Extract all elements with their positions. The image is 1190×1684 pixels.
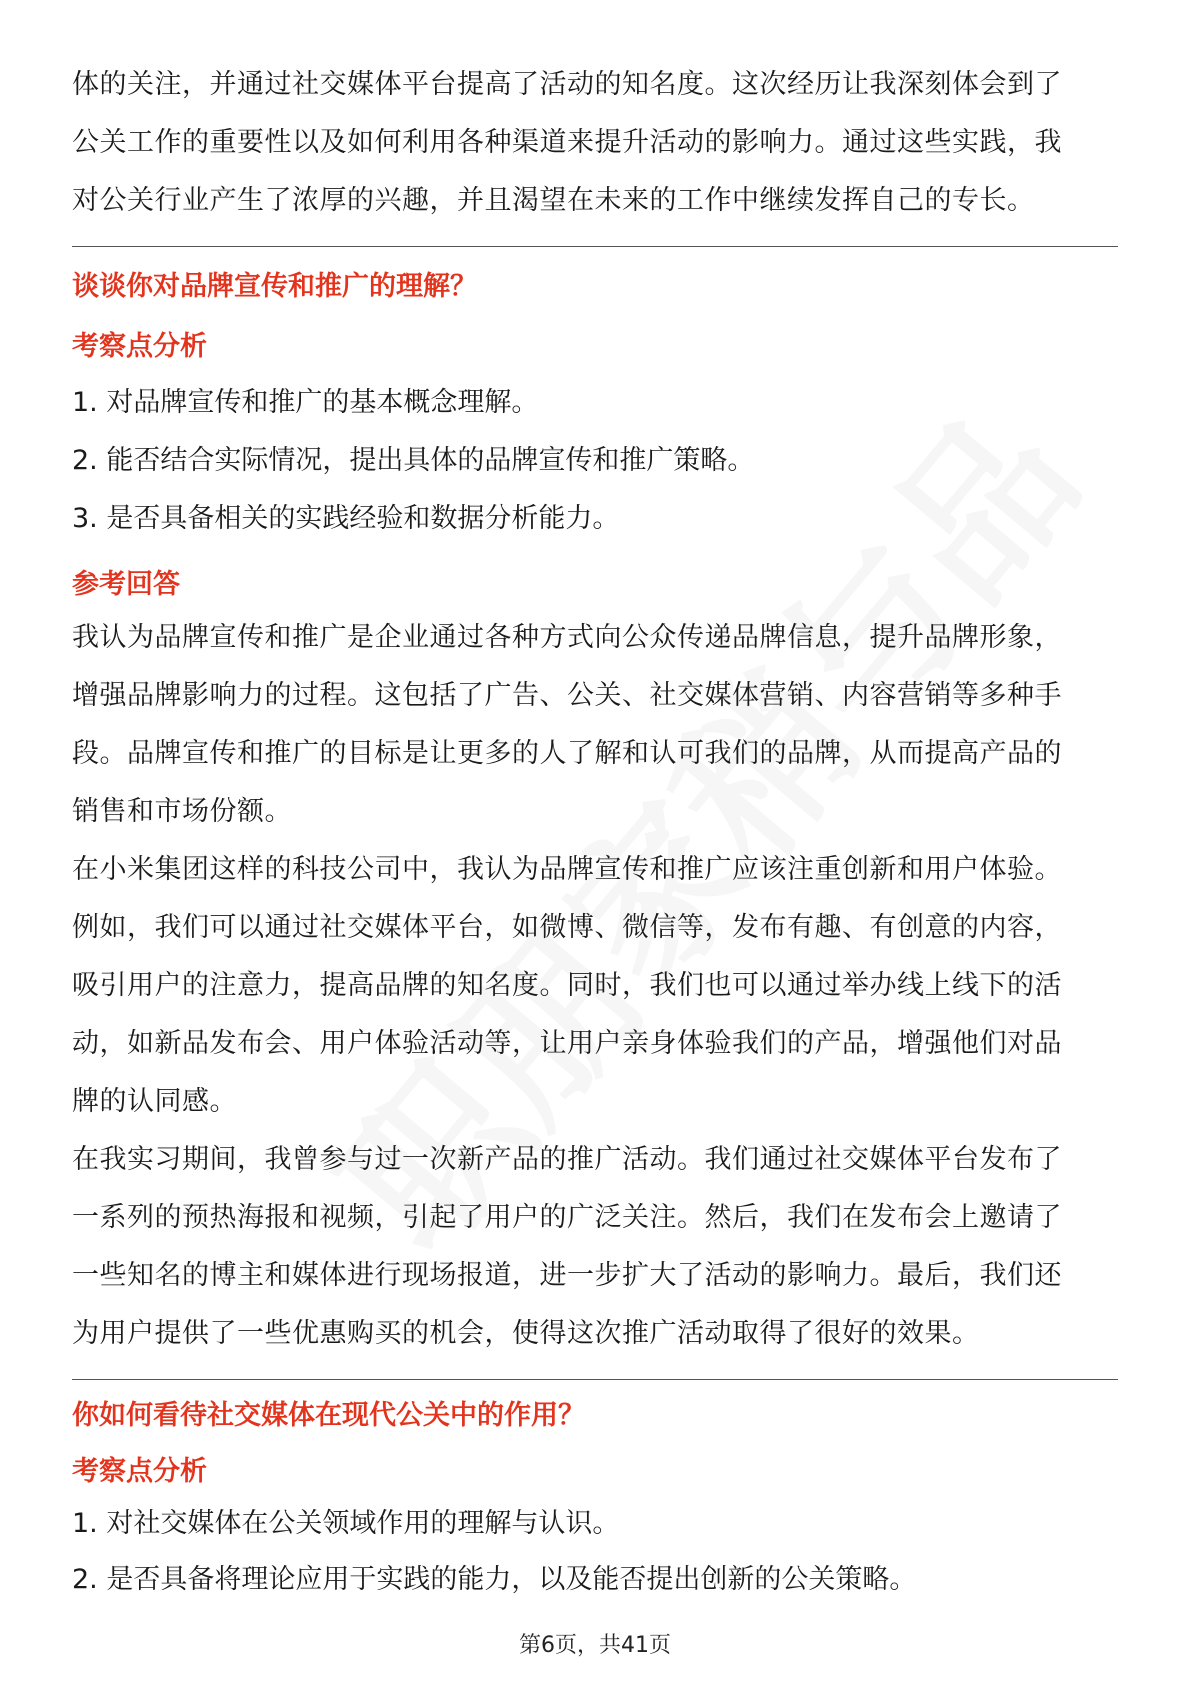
- analysis-point: 3. 是否具备相关的实践经验和数据分析能力。: [72, 503, 620, 534]
- intro-line: 对公关行业产生了浓厚的兴趣，并且渴望在未来的工作中继续发挥自己的专长。: [72, 185, 1035, 216]
- question-heading: 你如何看待社交媒体在现代公关中的作用？: [72, 1400, 585, 1431]
- answer-line: 在我实习期间，我曾参与过一次新产品的推广活动。我们通过社交媒体平台发布了: [72, 1144, 1062, 1175]
- document-page: [72, 56, 1118, 1600]
- intro-paragraph: [72, 56, 1118, 230]
- answer-line: 一系列的预热海报和视频，引起了用户的广泛关注。然后，我们在发布会上邀请了: [72, 1202, 1062, 1233]
- answer-line: 牌的认同感。: [72, 1086, 237, 1117]
- answer-paragraph: [72, 841, 1118, 1131]
- section-divider: [72, 246, 1118, 247]
- answer-line: 段。品牌宣传和推广的目标是让更多的人了解和认可我们的品牌，从而提高产品的: [72, 738, 1062, 769]
- answer-line: 动，如新品发布会、用户体验活动等，让用户亲身体验我们的产品，增强他们对品: [72, 1028, 1062, 1059]
- answer-line: 一些知名的博主和媒体进行现场报道，进一步扩大了活动的影响力。最后，我们还: [72, 1260, 1062, 1291]
- analysis-point: 2. 能否结合实际情况，提出具体的品牌宣传和推广策略。: [72, 445, 755, 476]
- section-brand-promotion: [72, 267, 1118, 1363]
- answer-heading: 参考回答: [72, 569, 180, 600]
- answer-line: 吸引用户的注意力，提高品牌的知名度。同时，我们也可以通过举办线上线下的活: [72, 970, 1062, 1001]
- question-heading: 谈谈你对品牌宣传和推广的理解？: [72, 271, 477, 302]
- intro-line: 公关工作的重要性以及如何利用各种渠道来提升活动的影响力。通过这些实践，我: [72, 127, 1062, 158]
- analysis-heading: 考察点分析: [72, 1456, 207, 1487]
- analysis-point: 2. 是否具备将理论应用于实践的能力，以及能否提出创新的公关策略。: [72, 1564, 917, 1595]
- answer-line: 销售和市场份额。: [72, 796, 292, 827]
- analysis-point: 1. 对社交媒体在公关领域作用的理解与认识。: [72, 1508, 620, 1539]
- answer-paragraph: [72, 1131, 1118, 1363]
- answer-line: 增强品牌影响力的过程。这包括了广告、公关、社交媒体营销、内容营销等多种手: [72, 680, 1062, 711]
- intro-line: 体的关注，并通过社交媒体平台提高了活动的知名度。这次经历让我深刻体会到了: [72, 69, 1062, 100]
- analysis-point: 1. 对品牌宣传和推广的基本概念理解。: [72, 387, 539, 418]
- analysis-heading: 考察点分析: [72, 331, 207, 362]
- section-social-media: [72, 1396, 1118, 1600]
- answer-line: 为用户提供了一些优惠购买的机会，使得这次推广活动取得了很好的效果。: [72, 1318, 980, 1349]
- page-number: 第6页，共41页: [519, 1633, 671, 1658]
- section-divider: [72, 1379, 1118, 1380]
- answer-line: 在小米集团这样的科技公司中，我认为品牌宣传和推广应该注重创新和用户体验。: [72, 854, 1062, 885]
- answer-paragraph: [72, 609, 1118, 841]
- answer-line: 例如，我们可以通过社交媒体平台，如微博、微信等，发布有趣、有创意的内容，: [72, 912, 1062, 943]
- answer-line: 我认为品牌宣传和推广是企业通过各种方式向公众传递品牌信息，提升品牌形象，: [72, 622, 1062, 653]
